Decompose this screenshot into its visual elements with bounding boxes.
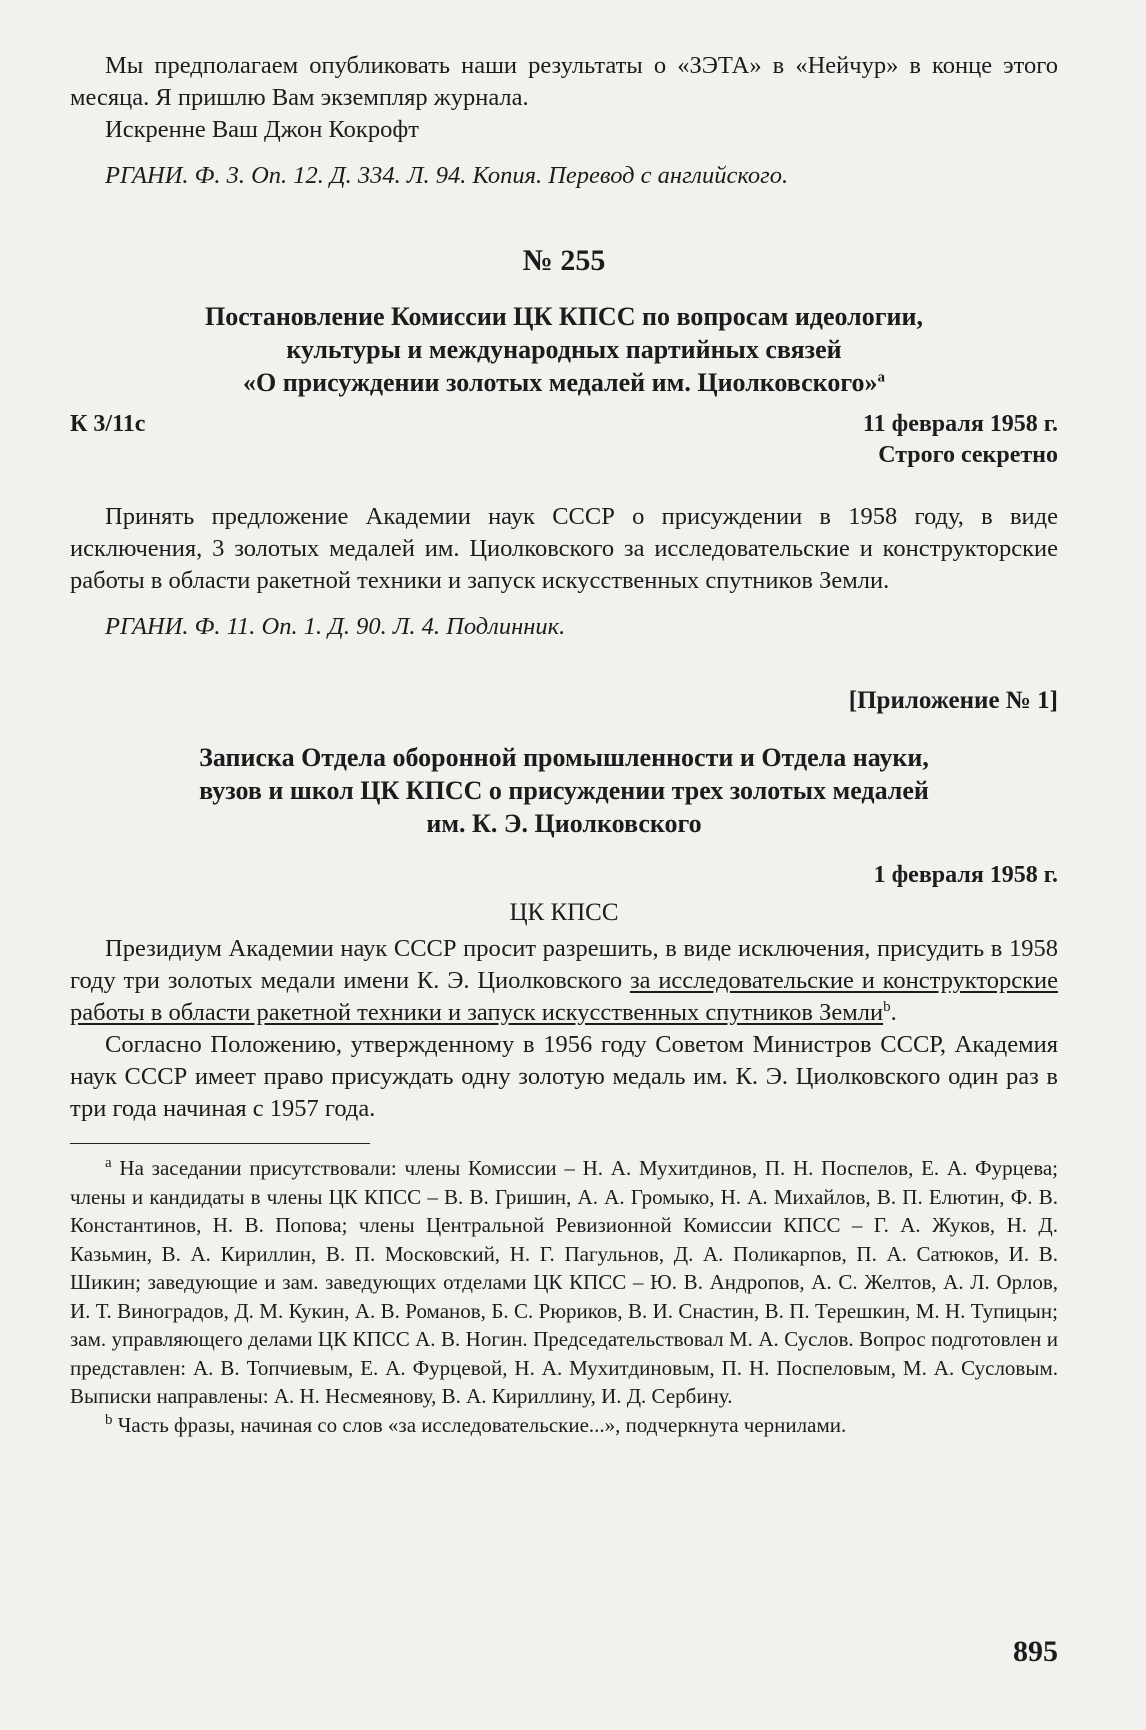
footnote-text: На заседании присутствовали: члены Комиссии – Н. А. Мухитдинов, П. Н. Поспелов, Е. А. Фурцева; члены и кандидаты в члены ЦК КПСС – В. В. Гришин, А. А. Громыко, Н. А. Михайлов, В. П. Елютин, Ф. В. Константинов, Н. В. Попова; члены Центральной Ревизионной Комиссии КПСС – Г. А. Жуков, Н. Д. Казьмин, В. А. Кириллин, В. П. Московский, Н. Г. Пагульнов, Д. А. Поликарпов, П. А. Сатюков, И. В. Шикин; заведующие и зам. заведующих отделами ЦК КПСС – Ю. В. Андропов, А. С. Желтов, А. Л. Орлов, И. Т. Виноградов, Д. М. Кукин, А. В. Романов, Б. С. Рюриков, В. И. Снастин, В. П. Терешкин, М. Н. Тупицын; зам. управляющего делами ЦК КПСС А. В. Ногин. Председательствовал М. А. Суслов. Вопрос подготовлен и представлен: А. В. Топчиевым, Е. А. Фурцевой, Н. А. Мухитдиновым, П. Н. Поспеловым, М. А. Сусловым. Выписки направлены: А. Н. Несмеянову, В. А. Кириллину, И. Д. Сербину. [70, 1156, 1058, 1408]
resolution-title-line: культуры и международных партийных связей [286, 335, 842, 364]
resolution-title [70, 300, 1058, 399]
page-number: 895 [1013, 1635, 1058, 1668]
appendix-date: 1 февраля 1958 г. [873, 862, 1058, 888]
footnote-b [70, 1411, 1058, 1440]
footnote-divider [70, 1143, 370, 1144]
ink-underlined-phrase: за исследовательские и конструкторские работы в области ракетной техники и запуск искусственных спутников Земли [70, 967, 1058, 1026]
footnote-marker: b [105, 1411, 113, 1428]
archive-reference: РГАНИ. Ф. 3. Оп. 12. Д. 334. Л. 94. Копия. Перевод с английского. [105, 162, 789, 189]
footnote-marker: a [877, 369, 885, 386]
paragraph-text: Президиум Академии наук СССР просит разрешить, в виде исключения, присудить в 1958 году три золотых медали имени К. Э. Циолковского [70, 935, 1058, 994]
classification-stamp: Строго секретно [878, 442, 1058, 468]
resolution-title-text: «О присуждении золотых медалей им. Циолковского» [243, 368, 878, 397]
footnote-text: Часть фразы, начиная со слов «за исследовательские...», подчеркнута чернилами. [117, 1412, 847, 1437]
appendix-title [70, 741, 1058, 840]
paragraph-text: . [890, 999, 897, 1026]
appendix-title-line: им. К. Э. Циолковского [426, 809, 702, 838]
document-number: № 255 [522, 244, 606, 277]
resolution-title-line [70, 366, 1058, 399]
resolution-date-block [863, 409, 1058, 471]
archive-reference: РГАНИ. Ф. 11. Оп. 1. Д. 90. Л. 4. Подлинник. [105, 613, 566, 640]
appendix-title-line: Записка Отдела оборонной промышленности и Отдела науки, [199, 743, 929, 772]
resolution-meta [70, 409, 1058, 471]
resolution-text: Принять предложение Академии наук СССР о присуждении в 1958 году, в виде исключения, 3 золотых медалей им. Циолковского за исследовательские и конструкторские работы в области ракетной техники и запуск искусственных спутников Земли. [70, 503, 1058, 594]
footnote-marker: b [883, 998, 891, 1015]
reference-code: К 3/11с [70, 411, 146, 437]
appendix-title-line: вузов и школ ЦК КПСС о присуждении трех золотых медалей [199, 776, 929, 805]
footnote-a [70, 1154, 1058, 1411]
appendix-paragraph [70, 933, 1058, 1029]
resolution-date: 11 февраля 1958 г. [862, 411, 1058, 437]
addressee: ЦК КПСС [509, 899, 619, 926]
letter-closing-paragraph: Мы предполагаем опубликовать наши результаты о «ЗЭТА» в «Нейчур» в конце этого месяца. Я пришлю Вам экземпляр журнала. [70, 52, 1058, 111]
footnote-marker: a [105, 1155, 112, 1171]
appendix-label: [Приложение № 1] [848, 687, 1058, 714]
resolution-title-line: Постановление Комиссии ЦК КПСС по вопросам идеологии, [204, 302, 924, 331]
appendix-paragraph: Согласно Положению, утвержденному в 1956 году Советом Министров СССР, Академия наук СССР имеет право присуждать одну золотую медаль им. К. Э. Циолковского один раз в три года начиная с 1957 года. [70, 1031, 1058, 1122]
letter-signature: Искренне Ваш Джон Кокрофт [105, 116, 419, 143]
